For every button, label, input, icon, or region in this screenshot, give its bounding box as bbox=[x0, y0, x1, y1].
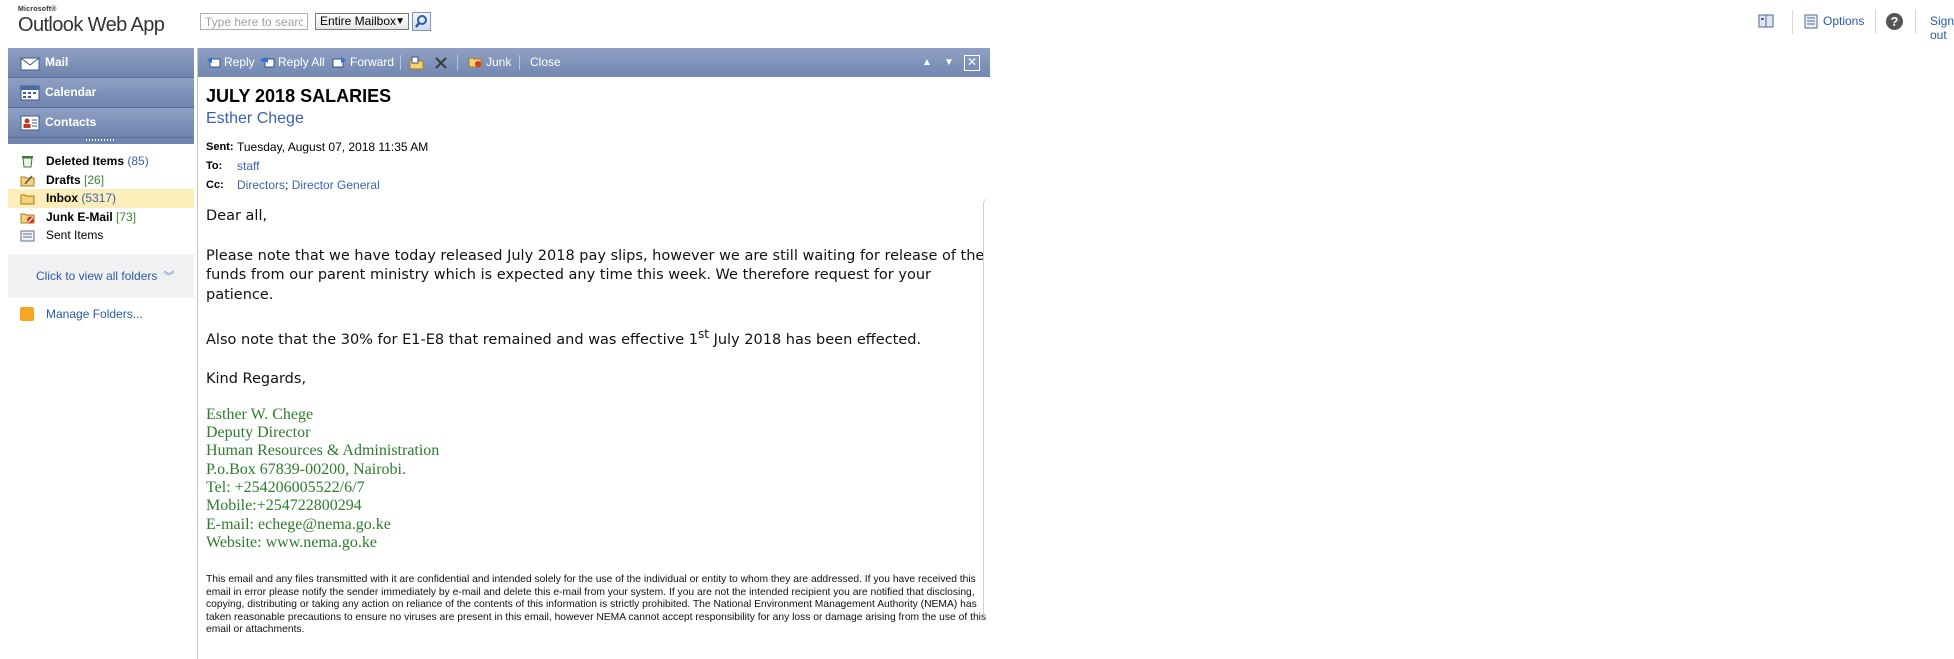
close-label: Close bbox=[530, 55, 561, 69]
recycle-bin-icon bbox=[20, 155, 35, 168]
signature-line: Tel: +254206005522/6/7 bbox=[206, 479, 365, 497]
help-icon[interactable] bbox=[1885, 12, 1904, 31]
contacts-icon bbox=[20, 114, 40, 131]
cc-label: Cc: bbox=[206, 179, 224, 191]
toolbar-separator bbox=[457, 55, 458, 70]
options-icon bbox=[1804, 14, 1818, 29]
dropdown-arrow-icon: ▼ bbox=[395, 16, 405, 27]
view-all-folders-link[interactable] bbox=[8, 254, 194, 298]
folder-inbox[interactable] bbox=[8, 189, 194, 208]
reply-all-icon bbox=[260, 56, 275, 68]
calendar-icon bbox=[20, 84, 40, 101]
top-bar bbox=[0, 0, 1954, 46]
scrollbar[interactable] bbox=[983, 198, 990, 618]
sign-out-link[interactable]: Sign out bbox=[1930, 14, 1954, 42]
toolbar-separator bbox=[519, 55, 520, 70]
folder-count: [26] bbox=[84, 172, 105, 187]
inbox-icon bbox=[20, 192, 35, 205]
manage-folders-icon bbox=[20, 307, 34, 321]
message-content bbox=[206, 84, 990, 637]
nav-mail-label: Mail bbox=[45, 55, 69, 69]
folder-junk-email[interactable] bbox=[8, 208, 194, 227]
brand-small: Microsoft® bbox=[18, 6, 57, 13]
cc-separator: ; bbox=[285, 178, 289, 192]
drafts-icon bbox=[20, 174, 35, 187]
previous-item-arrow-icon[interactable]: ▲ bbox=[922, 57, 932, 68]
folder-drafts[interactable] bbox=[8, 171, 194, 190]
nav-calendar-label: Calendar bbox=[45, 85, 97, 99]
toolbar-separator bbox=[400, 55, 401, 70]
search-scope-select[interactable] bbox=[315, 13, 409, 30]
double-chevron-down-icon: ︾ bbox=[163, 271, 175, 283]
search-scope-value: Entire Mailbox bbox=[320, 14, 397, 28]
nav-contacts-button[interactable] bbox=[8, 108, 194, 138]
move-to-folder-icon[interactable] bbox=[409, 56, 424, 70]
nav-calendar-button[interactable] bbox=[8, 78, 194, 108]
nav-contacts-label: Contacts bbox=[45, 115, 97, 129]
folder-name: Sent Items bbox=[46, 228, 104, 242]
folder-count: (85) bbox=[127, 154, 149, 168]
folder-deleted-items[interactable] bbox=[8, 152, 194, 171]
close-icon[interactable]: ✕ bbox=[964, 55, 980, 71]
magnifier-icon bbox=[413, 13, 430, 30]
nav-mail-button[interactable] bbox=[8, 48, 194, 78]
options-link[interactable]: Options bbox=[1823, 14, 1865, 28]
junk-label: Junk bbox=[486, 55, 512, 69]
navigation-pane bbox=[8, 48, 194, 659]
message-body bbox=[206, 207, 990, 390]
body-paragraph: Please note that we have today released July 2018 pay slips, however we are still waiting for release of the funds from our parent ministry which is expected any time this week. We therefore request for your patience. bbox=[206, 247, 985, 303]
separator bbox=[1915, 10, 1916, 34]
delete-icon[interactable] bbox=[434, 56, 448, 70]
signature-line: Website: www.nema.go.ke bbox=[206, 533, 377, 551]
manage-folders-link[interactable] bbox=[8, 305, 143, 323]
to-row bbox=[206, 157, 990, 176]
reading-pane bbox=[197, 48, 990, 659]
junk-icon bbox=[468, 56, 483, 68]
message-toolbar bbox=[198, 48, 990, 77]
folder-list bbox=[8, 144, 194, 245]
closing: Kind Regards, bbox=[206, 371, 307, 388]
next-item-arrow-icon[interactable]: ▼ bbox=[944, 57, 954, 68]
cc-row bbox=[206, 176, 990, 195]
separator bbox=[1792, 10, 1793, 34]
sent-label: Sent: bbox=[206, 141, 234, 153]
search-input[interactable] bbox=[200, 13, 308, 30]
signature-line: Deputy Director bbox=[206, 424, 311, 442]
to-recipient[interactable]: staff bbox=[237, 159, 260, 173]
cc-recipient[interactable]: Director General bbox=[291, 178, 380, 192]
signature-line: Esther W. Chege bbox=[206, 405, 314, 423]
brand-name: Outlook Web App bbox=[18, 14, 165, 36]
greeting: Dear all, bbox=[206, 208, 268, 224]
folder-name: Deleted Items bbox=[46, 154, 125, 168]
manage-folders-label: Manage Folders... bbox=[46, 307, 143, 321]
reply-button[interactable] bbox=[206, 48, 255, 77]
mail-icon bbox=[20, 54, 40, 71]
signature-line: P.o.Box 67839-00200, Nairobi. bbox=[206, 460, 406, 478]
view-all-label: Click to view all folders bbox=[36, 269, 158, 283]
nav-resize-grip[interactable] bbox=[8, 138, 194, 144]
to-label: To: bbox=[206, 160, 223, 172]
reply-all-button[interactable] bbox=[260, 48, 325, 77]
search-button[interactable] bbox=[412, 12, 431, 31]
reply-all-label: Reply All bbox=[278, 55, 325, 69]
legal-disclaimer: This email and any files transmitted with it are confidential and intended solely for the use of the individual or entity to whom they are addressed. If you have received this email in error please notify the sender immediately by e-mail and delete this e-mail from your system. If you are not the intended recipient you are notified that disclosing, copying, distributing or taking any action on reliance of the contents of this information is strictly prohibited. The National Environment Management Authority (NEMA) has taken reasonable precautions to ensure no viruses are present in this email, however NEMA cannot accept responsibility for any loss or damage arising from the use of this email or attachments. bbox=[206, 574, 987, 636]
sent-icon bbox=[20, 229, 35, 242]
body-paragraph: Also note that the 30% for E1-E8 that remained and was effective 1st July 2018 has been effected. bbox=[206, 327, 922, 348]
folder-name: Drafts bbox=[46, 172, 81, 187]
sent-row bbox=[206, 138, 990, 157]
folder-sent-items[interactable] bbox=[8, 226, 194, 245]
folder-count: (5317) bbox=[81, 191, 117, 205]
junk-icon bbox=[20, 211, 35, 224]
forward-icon bbox=[332, 56, 347, 68]
folder-name: Junk E-Mail bbox=[46, 209, 113, 224]
close-message-button[interactable] bbox=[530, 48, 561, 77]
reply-icon bbox=[206, 56, 221, 68]
forward-label: Forward bbox=[350, 55, 395, 69]
sent-value: Tuesday, August 07, 2018 11:35 AM bbox=[237, 140, 429, 154]
cc-recipient[interactable]: Directors bbox=[237, 178, 286, 192]
signature-block bbox=[206, 406, 990, 552]
separator bbox=[1875, 10, 1876, 34]
forward-button[interactable] bbox=[332, 48, 394, 77]
message-sender[interactable]: Esther Chege bbox=[206, 110, 304, 127]
app-logo bbox=[18, 6, 164, 36]
signature-line: Human Resources & Administration bbox=[206, 442, 440, 460]
svg-text:?: ? bbox=[1890, 14, 1899, 29]
reply-label: Reply bbox=[224, 55, 255, 69]
signature-line: E-mail: echege@nema.go.ke bbox=[206, 515, 391, 533]
message-subject: JULY 2018 SALARIES bbox=[206, 86, 392, 106]
junk-button[interactable] bbox=[468, 48, 511, 77]
folder-name: Inbox bbox=[46, 191, 78, 205]
address-book-icon[interactable] bbox=[1758, 14, 1774, 28]
folder-count: [73] bbox=[116, 209, 137, 224]
signature-line: Mobile:+254722800294 bbox=[206, 497, 362, 515]
